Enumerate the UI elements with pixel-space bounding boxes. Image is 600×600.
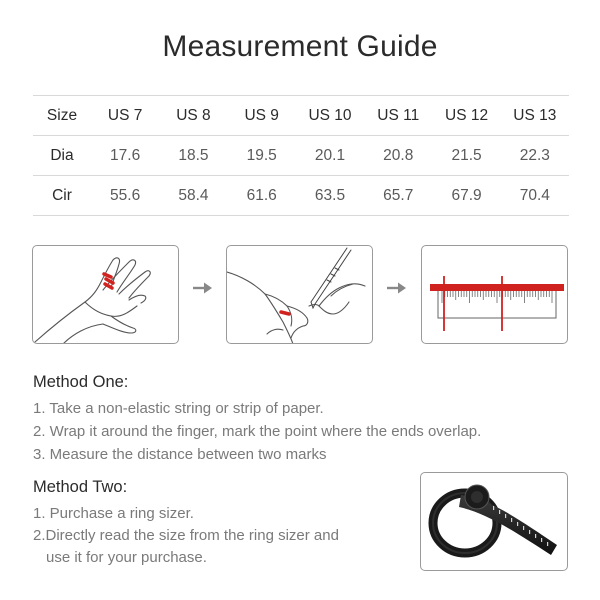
table-row xyxy=(33,176,569,216)
hand-marking-pen-icon xyxy=(227,246,373,344)
size-us13: US 13 xyxy=(501,96,569,136)
method-one-step-3: 3. Measure the distance between two marks xyxy=(33,446,327,463)
ring-sizer-icon xyxy=(421,473,568,571)
method-one-step-2: 2. Wrap it around the finger, mark the point where the ends overlap. xyxy=(33,423,482,440)
method-one-step-1: 1. Take a non-elastic string or strip of paper. xyxy=(33,400,324,417)
illustration-panel-3 xyxy=(421,245,568,344)
table-cell: 22.3 xyxy=(501,136,569,176)
row-label-dia: Dia xyxy=(33,136,91,176)
table-cell: 70.4 xyxy=(501,176,569,216)
table-cell: 19.5 xyxy=(228,136,296,176)
page-title: Measurement Guide xyxy=(162,30,438,63)
size-table xyxy=(33,95,569,216)
table-cell: 21.5 xyxy=(432,136,500,176)
size-us7: US 7 xyxy=(91,96,159,136)
table-cell: 63.5 xyxy=(296,176,364,216)
table-cell: 17.6 xyxy=(91,136,159,176)
ruler-measure-icon xyxy=(422,246,568,344)
table-cell: 18.5 xyxy=(159,136,227,176)
table-cell: 61.6 xyxy=(228,176,296,216)
method-one-heading: Method One: xyxy=(33,373,129,391)
illustration-panel-2 xyxy=(226,245,373,344)
table-cell: 20.8 xyxy=(364,136,432,176)
hand-with-string-icon xyxy=(33,246,179,344)
size-us10: US 10 xyxy=(296,96,364,136)
table-cell: 58.4 xyxy=(159,176,227,216)
ring-sizer-image xyxy=(420,472,568,571)
table-header-row xyxy=(33,96,569,136)
table-row xyxy=(33,136,569,176)
header-label: Size xyxy=(33,96,91,136)
size-us11: US 11 xyxy=(364,96,432,136)
table-cell: 55.6 xyxy=(91,176,159,216)
arrow-right-icon xyxy=(192,281,214,295)
row-label-cir: Cir xyxy=(33,176,91,216)
size-us9: US 9 xyxy=(228,96,296,136)
table-cell: 67.9 xyxy=(432,176,500,216)
method-two-step-2-cont: use it for your purchase. xyxy=(46,549,207,566)
method-two-step-1: 1. Purchase a ring sizer. xyxy=(33,505,194,522)
size-us8: US 8 xyxy=(159,96,227,136)
table-cell: 20.1 xyxy=(296,136,364,176)
method-two-step-2: 2.Directly read the size from the ring sizer and xyxy=(33,527,339,544)
size-us12: US 12 xyxy=(432,96,500,136)
method-two-heading: Method Two: xyxy=(33,478,128,496)
illustration-panel-1 xyxy=(32,245,179,344)
arrow-right-icon xyxy=(386,281,408,295)
table-cell: 65.7 xyxy=(364,176,432,216)
